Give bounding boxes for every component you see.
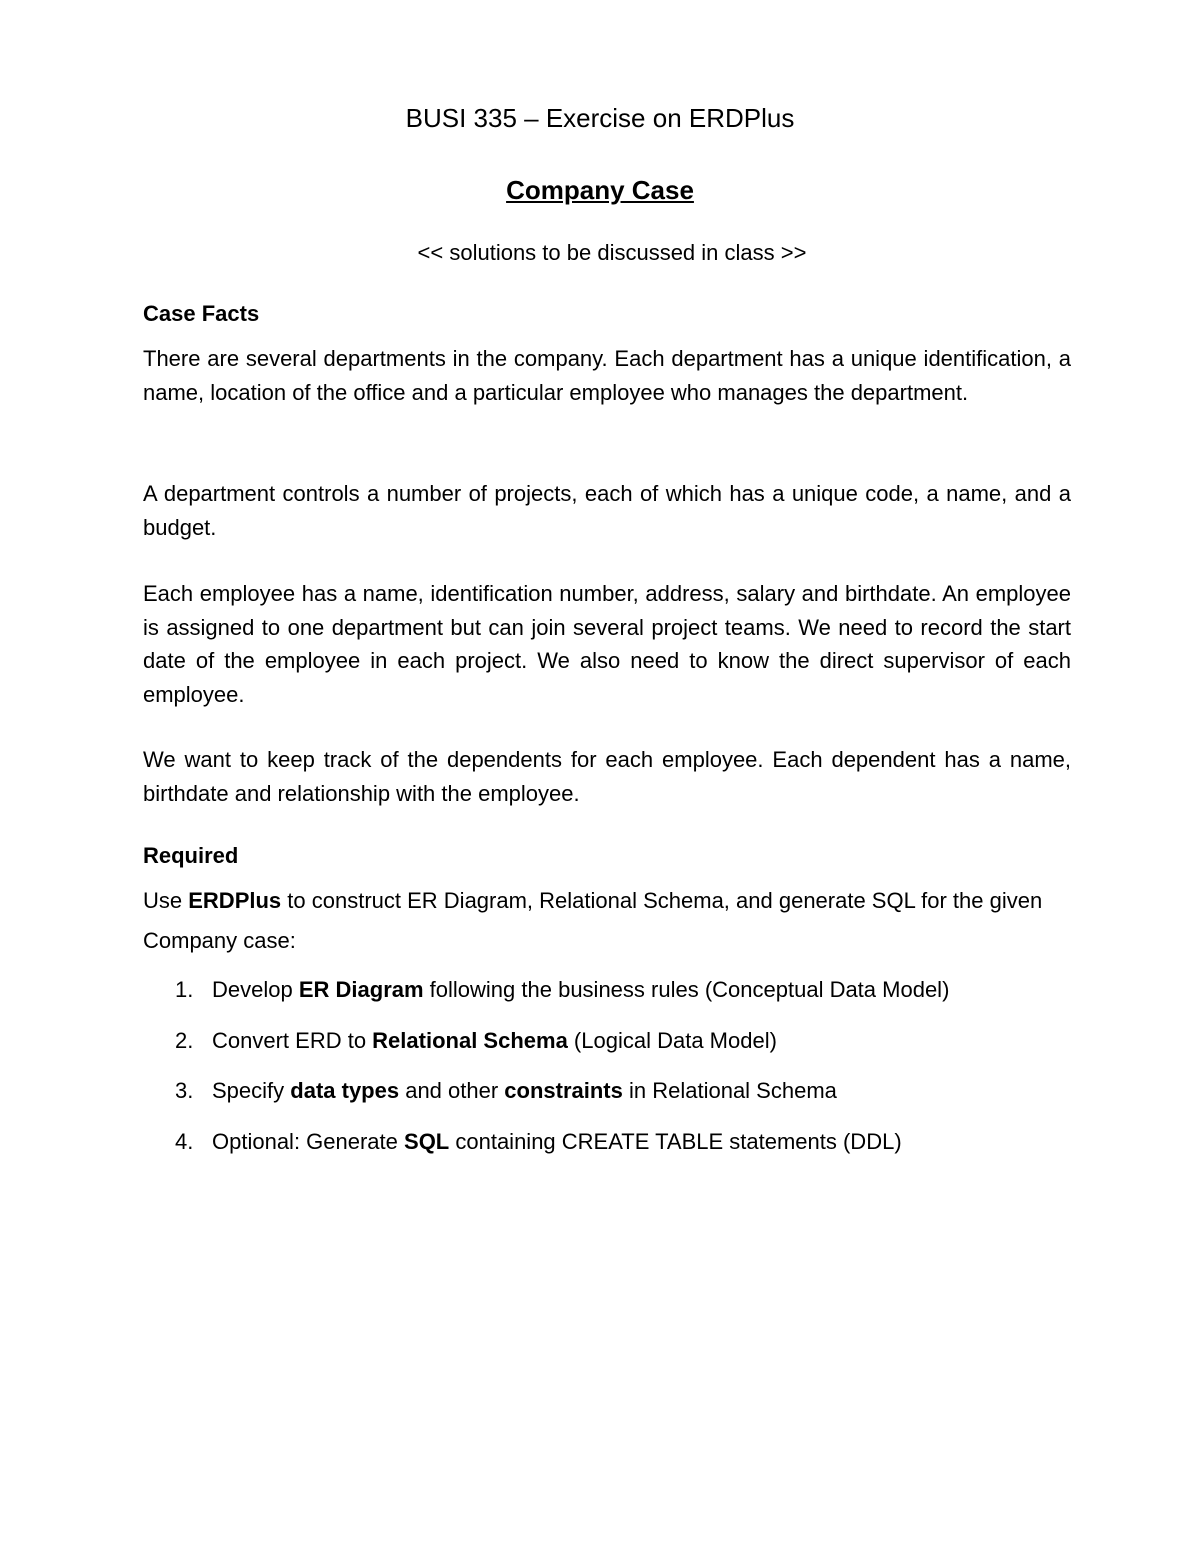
case-facts-heading: Case Facts	[143, 301, 260, 326]
list-item-bold: constraints	[504, 1078, 623, 1103]
list-item	[143, 1073, 1071, 1124]
required-list	[143, 972, 1071, 1174]
list-item-number: 1.	[175, 977, 194, 1002]
list-item-text-part: Convert ERD to	[212, 1027, 373, 1053]
list-item-number: 3.	[175, 1078, 194, 1103]
list-item-text	[212, 1124, 902, 1160]
list-item-number: 2.	[175, 1027, 194, 1053]
required-intro-text: to construct ER Diagram, Relational Schema, and generate SQL for the given Company case:	[143, 888, 1043, 953]
list-item-text	[212, 972, 949, 1008]
list-item-bold: ER Diagram	[298, 977, 424, 1002]
case-facts-paragraph: Each employee has a name, identification number, address, salary and birthdate. An employee is assigned to one department but can join several project teams. We need to record the start date of the employee in each project. We also need to know the direct supervisor of each employee.	[143, 581, 1071, 707]
list-item-text-part: following the business rules (Conceptual Data Model)	[423, 977, 950, 1002]
list-item-text-part: containing CREATE TABLE statements (DDL)	[449, 1128, 902, 1154]
list-item-bold: data types	[290, 1078, 400, 1103]
list-item-text-part: in Relational Schema	[622, 1078, 837, 1103]
list-item-bold: SQL	[404, 1128, 450, 1154]
list-item-text-part: and other	[399, 1078, 505, 1103]
list-item-text-part: (Logical Data Model)	[567, 1027, 777, 1053]
list-item-text	[212, 1073, 837, 1109]
list-item	[143, 972, 1071, 1023]
list-item-bold: Relational Schema	[372, 1027, 568, 1053]
list-item-number: 4.	[175, 1128, 194, 1154]
document-title: BUSI 335 – Exercise on ERDPlus	[405, 103, 795, 133]
required-intro-bold: ERDPlus	[188, 888, 282, 913]
required-intro-text: Use	[143, 888, 189, 913]
case-facts-paragraph: A department controls a number of projects, each of which has a unique code, a name, and a budget.	[143, 481, 1071, 540]
required-heading: Required	[143, 843, 239, 868]
case-facts-paragraph: There are several departments in the company. Each department has a unique identification, a name, location of the office and a particular employee who manages the department.	[143, 346, 1071, 405]
case-facts-paragraph: We want to keep track of the dependents for each employee. Each dependent has a name, birthdate and relationship with the employee.	[143, 747, 1071, 806]
required-intro	[143, 881, 1071, 961]
list-item-text-part: Develop	[212, 977, 299, 1002]
document-subtitle-text: Company Case	[506, 175, 694, 205]
list-item-text-part: Specify	[212, 1078, 291, 1103]
discussion-note: << solutions to be discussed in class >>	[417, 240, 807, 265]
list-item-text	[212, 1023, 777, 1059]
document-subtitle	[0, 170, 1200, 210]
list-item	[143, 1124, 1071, 1175]
list-item	[143, 1023, 1071, 1074]
list-item-text-part: Optional: Generate	[212, 1128, 405, 1154]
